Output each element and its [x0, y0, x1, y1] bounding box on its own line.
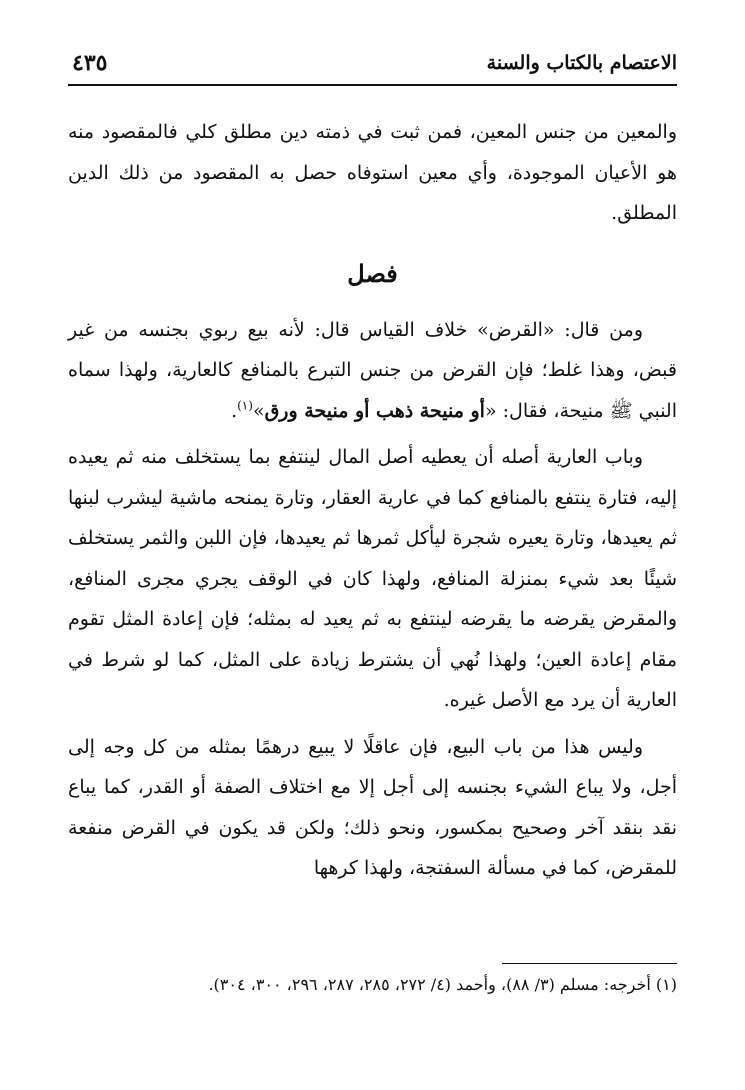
- body-text: [68, 112, 677, 889]
- qard-paragraph-text: ومن قال: «القرض» خلاف القياس قال: لأنه بيع ربوي بجنسه من غير قبض، وهذا غلط؛ فإن القرض من جنس التبرع بالمنافع كالعارية، ولهذا سماه النبي ﷺ منيحة، فقال: «: [68, 318, 677, 422]
- footnote: (١) أخرجه: مسلم (٣/ ٨٨)، وأحمد (٤/ ٢٧٢، ٢٨٥، ٢٨٧، ٢٩٦، ٣٠٠، ٣٠٤).: [208, 975, 677, 994]
- section-heading: فصل: [347, 258, 398, 288]
- qard-paragraph: [68, 310, 677, 432]
- running-header: [68, 44, 677, 86]
- qard-paragraph-end: .: [231, 399, 238, 422]
- page-number: ٤٣٥: [72, 50, 108, 76]
- header-title: الاعتصام بالكتاب والسنة: [486, 52, 677, 74]
- ariya-paragraph: وباب العارية أصله أن يعطيه أصل المال لينتفع بما يستخلف منه ثم يعيده إليه، فتارة ينتفع بالمنافع كما في عارية العقار، وتارة يمنحه ماشية ليشرب لبنها ثم يعيدها، وتارة يعيره شجرة ليأكل ثمرها ثم يعيدها، فإن اللبن والثمر يستخلف شيئًا بعد شيء بمنزلة المنافع، ولهذا كان في الوقف يجري مجرى المنافع، والمقرض يقرضه ما يقرضه لينتفع به ثم يعيد له بمثله؛ فإن إعادة المثل تقوم مقام إعادة العين؛ ولهذا نُهي أن يشترط زيادة على المثل، كما لو شرط في العارية أن يرد مع الأصل غيره.: [68, 446, 678, 711]
- quote-close: »: [252, 399, 265, 422]
- hadith-quote: أو منيحة ذهب أو منيحة ورق: [264, 399, 485, 422]
- footnote-marker: (١): [237, 398, 253, 413]
- footnote-divider: [502, 963, 677, 964]
- opening-paragraph: والمعين من جنس المعين، فمن ثبت في ذمته دين مطلق كلي فالمقصود منه هو الأعيان الموجودة، وأي معين استوفاه حصل به المقصود من ذلك الدين المطلق.: [68, 121, 677, 224]
- bay-paragraph: وليس هذا من باب البيع، فإن عاقلًا لا يبيع درهمًا بمثله من كل وجه إلى أجل، ولا يباع الشيء بجنسه إلى أجل إلا مع اختلاف الصفة أو القدر، كما يباع نقد بنقد آخر وصحيح بمكسور، ونحو ذلك؛ ولكن قد يكون في القرض منفعة للمقرض، كما في مسألة السفتجة، ولهذا كرهها: [68, 735, 677, 879]
